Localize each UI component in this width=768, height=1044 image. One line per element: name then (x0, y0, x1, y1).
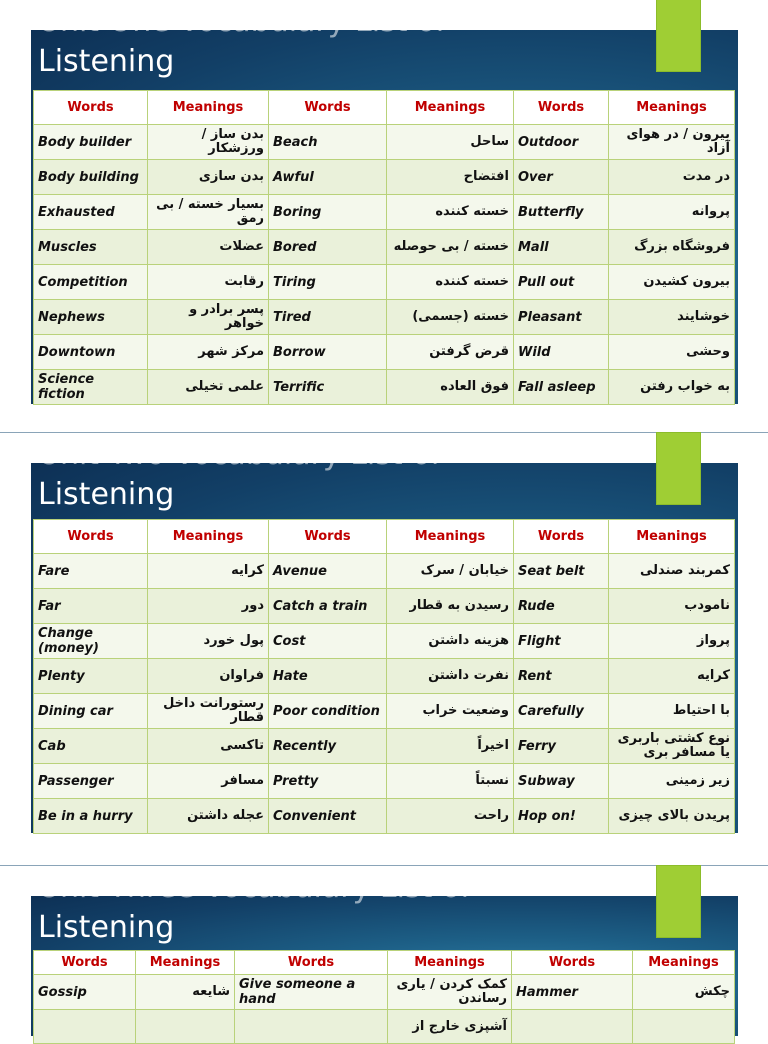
meaning-cell: فروشگاه بزرگ (609, 230, 735, 265)
word-cell: Boring (269, 195, 387, 230)
word-cell: Pleasant (514, 300, 609, 335)
meaning-cell: راحت (387, 799, 514, 834)
meaning-cell: تاکسی (148, 729, 269, 764)
table-row (34, 160, 735, 195)
title-line-1: Unit One Vocabulary List of (38, 4, 446, 39)
word-cell: Ferry (514, 729, 609, 764)
meaning-cell: پروانه (609, 195, 735, 230)
word-cell: Subway (514, 764, 609, 799)
word-cell: Hammer (512, 975, 633, 1010)
meaning-cell: علمی تخیلی (148, 370, 269, 405)
word-cell: Fare (34, 554, 148, 589)
vocab-table (33, 950, 735, 1044)
meaning-cell: خسته کننده (387, 265, 514, 300)
word-cell: Pull out (514, 265, 609, 300)
word-cell: Avenue (269, 554, 387, 589)
header-words: Words (34, 91, 148, 125)
meaning-cell: به خواب رفتن (609, 370, 735, 405)
meaning-cell: پول خورد (148, 624, 269, 659)
meaning-cell: فوق العاده (387, 370, 514, 405)
word-cell: Body builder (34, 125, 148, 160)
vocab-table (33, 519, 735, 834)
table-row (34, 799, 735, 834)
meaning-cell: عجله داشتن (148, 799, 269, 834)
word-cell: Over (514, 160, 609, 195)
word-cell: Terrific (269, 370, 387, 405)
meaning-cell: کرایه (148, 554, 269, 589)
word-cell: Hop on! (514, 799, 609, 834)
word-cell: Body building (34, 160, 148, 195)
meaning-cell: شایعه (136, 975, 235, 1010)
word-cell: Beach (269, 125, 387, 160)
meaning-cell: اخیراً (387, 729, 514, 764)
title-line-2: Listening (38, 910, 175, 945)
word-cell: Give someone a hand (235, 975, 388, 1010)
meaning-cell: مسافر (148, 764, 269, 799)
table-row (34, 195, 735, 230)
title-line-2: Listening (38, 477, 175, 512)
header-meanings: Meanings (609, 520, 735, 554)
meaning-cell (136, 1010, 235, 1044)
word-cell: Gossip (34, 975, 136, 1010)
header-words: Words (269, 520, 387, 554)
meaning-cell: با احتیاط (609, 694, 735, 729)
slide-title (38, 435, 441, 515)
word-cell (34, 1010, 136, 1044)
table-row (34, 589, 735, 624)
word-cell: Fall asleep (514, 370, 609, 405)
accent-bar (657, 866, 700, 937)
meaning-cell: بدن ساز / ورزشکار (148, 125, 269, 160)
word-cell: Recently (269, 729, 387, 764)
word-cell: Pretty (269, 764, 387, 799)
title-line-1: Unit Two Vocabulary List of (38, 437, 442, 472)
slide-unit-two (0, 433, 768, 865)
meaning-cell: خسته (جسمی) (387, 300, 514, 335)
meaning-cell: بسیار خسته / بی رمق (148, 195, 269, 230)
table-row (34, 300, 735, 335)
meaning-cell: عضلات (148, 230, 269, 265)
header-meanings: Meanings (609, 91, 735, 125)
word-cell: Carefully (514, 694, 609, 729)
meaning-cell: بیرون / در هوای آزاد (609, 125, 735, 160)
word-cell: Nephews (34, 300, 148, 335)
table-row (34, 729, 735, 764)
word-cell: Convenient (269, 799, 387, 834)
table-row (34, 1010, 735, 1044)
table-row (34, 230, 735, 265)
word-cell: Science fiction (34, 370, 148, 405)
meaning-cell: خسته / بی حوصله (387, 230, 514, 265)
word-cell: Passenger (34, 764, 148, 799)
meaning-cell: خسته کننده (387, 195, 514, 230)
slide-unit-three (0, 866, 768, 1034)
word-cell: Far (34, 589, 148, 624)
slide-unit-one (0, 0, 768, 432)
word-cell: Tiring (269, 265, 387, 300)
accent-bar (657, 0, 700, 71)
header-words: Words (34, 951, 136, 975)
word-cell: Be in a hurry (34, 799, 148, 834)
word-cell: Rude (514, 589, 609, 624)
header-meanings: Meanings (388, 951, 512, 975)
meaning-cell: پسر برادر و خواهر (148, 300, 269, 335)
table-row (34, 335, 735, 370)
word-cell: Tired (269, 300, 387, 335)
table-row (34, 975, 735, 1010)
meaning-cell: نفرت داشتن (387, 659, 514, 694)
meaning-cell: کرایه (609, 659, 735, 694)
header-meanings: Meanings (387, 520, 514, 554)
accent-bar (657, 433, 700, 504)
word-cell: Downtown (34, 335, 148, 370)
table-row (34, 659, 735, 694)
header-meanings: Meanings (148, 91, 269, 125)
meaning-cell: رستورانت داخل قطار (148, 694, 269, 729)
header-words: Words (514, 91, 609, 125)
meaning-cell: قرض گرفتن (387, 335, 514, 370)
table-row (34, 125, 735, 160)
word-cell: Outdoor (514, 125, 609, 160)
meaning-cell: پریدن بالای چیزی (609, 799, 735, 834)
meaning-cell: وحشی (609, 335, 735, 370)
header-words: Words (269, 91, 387, 125)
meaning-cell: آشپزی خارج از (388, 1010, 512, 1044)
table-row (34, 694, 735, 729)
meaning-cell: خیابان / سرک (387, 554, 514, 589)
title-line-1: Unit Three Vocabulary List of (38, 870, 471, 905)
header-words: Words (512, 951, 633, 975)
meaning-cell: پرواز (609, 624, 735, 659)
table-row (34, 265, 735, 300)
header-meanings: Meanings (633, 951, 735, 975)
meaning-cell: نسبتاً (387, 764, 514, 799)
meaning-cell: هزینه داشتن (387, 624, 514, 659)
meaning-cell: خوشایند (609, 300, 735, 335)
word-cell: Seat belt (514, 554, 609, 589)
meaning-cell: رقابت (148, 265, 269, 300)
meaning-cell: فراوان (148, 659, 269, 694)
meaning-cell: نامودب (609, 589, 735, 624)
header-meanings: Meanings (136, 951, 235, 975)
word-cell: Exhausted (34, 195, 148, 230)
word-cell: Borrow (269, 335, 387, 370)
word-cell: Hate (269, 659, 387, 694)
title-line-2: Listening (38, 44, 175, 79)
header-meanings: Meanings (387, 91, 514, 125)
word-cell: Bored (269, 230, 387, 265)
header-words: Words (514, 520, 609, 554)
meaning-cell: بدن سازی (148, 160, 269, 195)
word-cell: Muscles (34, 230, 148, 265)
header-meanings: Meanings (148, 520, 269, 554)
word-cell: Catch a train (269, 589, 387, 624)
slide-title (38, 868, 471, 948)
vocab-table (33, 90, 735, 405)
word-cell (512, 1010, 633, 1044)
table-row (34, 370, 735, 405)
word-cell: Cost (269, 624, 387, 659)
meaning-cell: کمربند صندلی (609, 554, 735, 589)
word-cell: Rent (514, 659, 609, 694)
table-row (34, 624, 735, 659)
word-cell: Wild (514, 335, 609, 370)
word-cell: Awful (269, 160, 387, 195)
word-cell: Mall (514, 230, 609, 265)
header-words: Words (34, 520, 148, 554)
meaning-cell: رسیدن به قطار (387, 589, 514, 624)
word-cell: Dining car (34, 694, 148, 729)
word-cell: Plenty (34, 659, 148, 694)
word-cell: Change (money) (34, 624, 148, 659)
slide-title (38, 2, 446, 82)
meaning-cell: دور (148, 589, 269, 624)
meaning-cell: افتضاح (387, 160, 514, 195)
meaning-cell: نوع کشتی باربری یا مسافر بری (609, 729, 735, 764)
word-cell: Butterfly (514, 195, 609, 230)
header-words: Words (235, 951, 388, 975)
table-row (34, 764, 735, 799)
meaning-cell: مرکز شهر (148, 335, 269, 370)
word-cell: Flight (514, 624, 609, 659)
meaning-cell: کمک کردن / یاری رساندن (388, 975, 512, 1010)
table-row (34, 554, 735, 589)
word-cell: Competition (34, 265, 148, 300)
word-cell: Cab (34, 729, 148, 764)
meaning-cell: وضعیت خراب (387, 694, 514, 729)
meaning-cell: در مدت (609, 160, 735, 195)
meaning-cell: چکش (633, 975, 735, 1010)
meaning-cell: ساحل (387, 125, 514, 160)
word-cell: Poor condition (269, 694, 387, 729)
meaning-cell (633, 1010, 735, 1044)
meaning-cell: بیرون کشیدن (609, 265, 735, 300)
word-cell (235, 1010, 388, 1044)
meaning-cell: زیر زمینی (609, 764, 735, 799)
